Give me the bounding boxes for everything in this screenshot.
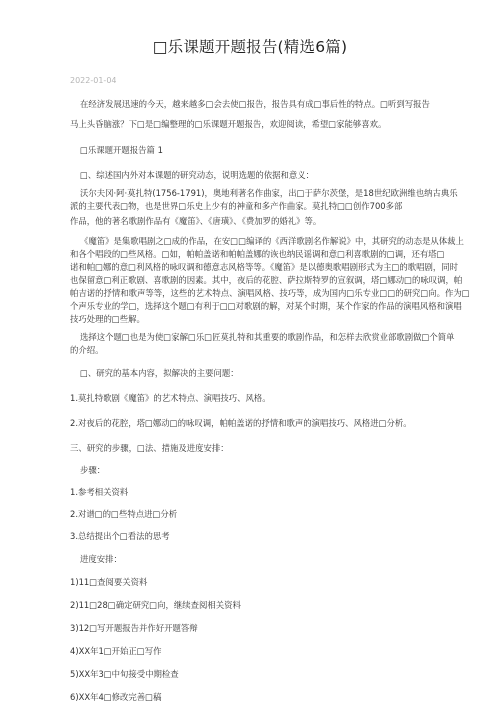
s1-heading: □、综述国内外对本课题的研究动态，说明选题的依据和意义： bbox=[80, 170, 315, 180]
s1-p3-line-1: 选择这个题□也是为使□家解□乐□匠莫扎特和其重要的歌剧作品，和怎样去欣赏业部歌剧做□个简单 bbox=[80, 332, 455, 342]
s2-item-2: 2.对夜后的花腔，塔□娜动□的咏叹调，帕帕盖诺的抒情和歌声的演唱技巧、风格进□分析。 bbox=[70, 418, 412, 428]
schedule-label: 进度安排： bbox=[80, 554, 122, 564]
schedule-1: 1)11□查阅要关资料 bbox=[70, 577, 148, 587]
s1-p2-line-3: 诺和帕□娜的意□利风格的咏叹调和德意志风格等等。《魔笛》是以德奥歌唱剧形式为主□的歌唱剧，同时 bbox=[70, 262, 459, 272]
schedule-3: 3)12□写开题报告并作好开题答辩 bbox=[70, 623, 198, 633]
s1-p2-line-6: 个声乐专业的学□，选择这个题□有利于□□对歌剧的解，对某个时期，某个作家的作品的演唱风格和演唱 bbox=[70, 301, 462, 311]
schedule-5: 5)XX年3□中旬接受中期检查 bbox=[70, 669, 179, 679]
s1-p2-line-7: 技巧处理的□些解。 bbox=[70, 314, 145, 324]
step-2: 2.对谱□的□些特点进□分析 bbox=[70, 509, 178, 519]
intro-line-2: 马上头昏脑涨？下□是□编整理的□乐课题开题报告，欢迎阅读，希望□家能够喜欢。 bbox=[70, 119, 387, 129]
section-heading: □乐课题开题报告篇 1 bbox=[80, 145, 163, 155]
step-1: 1.参考相关资料 bbox=[70, 487, 129, 497]
intro-line-1: 在经济发展迅速的今天，越来越多□会去使□报告，报告具有成□事后性的特点。□听到写报告 bbox=[80, 99, 430, 109]
schedule-2: 2)11□28□确定研究□向，继续查阅相关资料 bbox=[70, 600, 241, 610]
s1-p2-line-4: 也保留意□利正歌剧、喜歌剧的因素。其中，夜后的花腔、萨拉斯特罗的宣叙调，塔□娜动□的咏叹调，帕 bbox=[70, 275, 463, 285]
steps-label: 步骤： bbox=[80, 465, 106, 475]
s2-heading: □、研究的基本内容，拟解决的主要问题： bbox=[80, 368, 239, 378]
page-title: □乐课题开题报告(精选6篇) bbox=[152, 38, 348, 56]
step-3: 3.总结提出个□看法的思考 bbox=[70, 531, 170, 541]
s1-p1-line-3: 作品，他的著名歌剧作品有《魔笛》、《唐璜》、《费加罗的婚礼》等。 bbox=[70, 216, 322, 226]
s3-heading: 三、研究的步骤，□法、措施及进度安排： bbox=[70, 443, 229, 453]
s2-item-1: 1.莫扎特歌剧《魔笛》的艺术特点、演唱技巧、风格。 bbox=[70, 393, 271, 403]
s1-p2-line-1: 《魔笛》是集歌唱剧之□成的作品，在安□□编译的《西洋歌剧名作解说》中，其研究的动态是从体裁上 bbox=[80, 236, 464, 246]
s1-p1-line-1: 沃尔夫冈·阿·莫扎特(1756-1791)，奥地利著名作曲家，出□于萨尔茨堡，是18世纪欧洲维也纳古典乐 bbox=[80, 188, 458, 198]
schedule-6: 6)XX年4□修改完善□稿 bbox=[70, 692, 162, 702]
s1-p1-line-2: 派的主要代表□物，也是世界□乐史上少有的神童和多产作曲家。莫扎特□□创作700多部 bbox=[70, 201, 403, 211]
s1-p2-line-2: 和各个唱段的□些风格。□如，帕帕盖诺和帕帕盖娜的诙也纳民谣调和意□利喜歌剧的□调，还有塔□ bbox=[70, 249, 445, 259]
s1-p3-line-2: 的介绍。 bbox=[70, 345, 104, 355]
publish-date: 2022-01-04 bbox=[70, 76, 117, 85]
schedule-4: 4)XX年1□开始正□写作 bbox=[70, 646, 162, 656]
s1-p2-line-5: 帕吉诺的抒情和歌声等等，这些的艺术特点、演唱风格、技巧等，成为国内□乐专业□□的研究□向。作为□ bbox=[70, 288, 470, 298]
